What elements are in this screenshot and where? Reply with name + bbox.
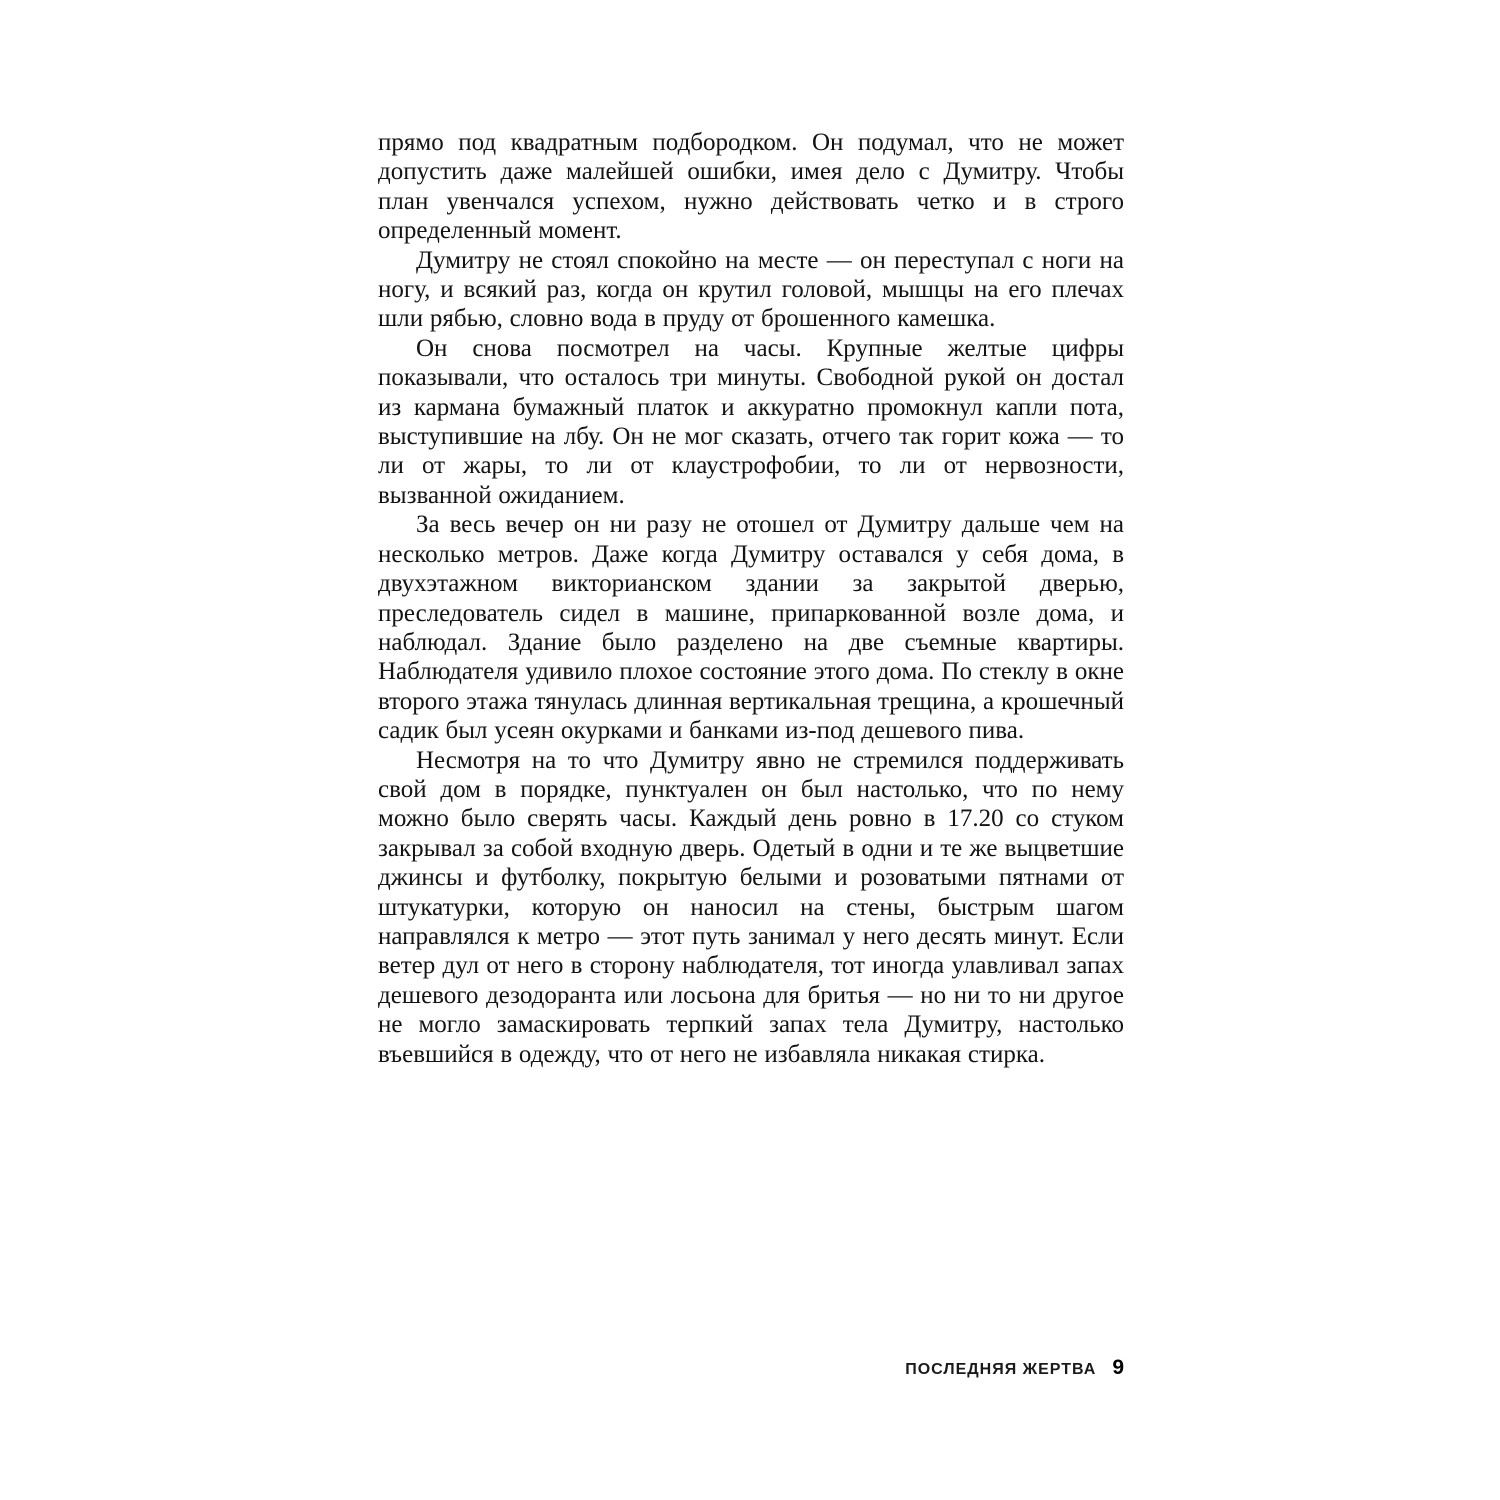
- paragraph: Несмотря на то что Думитру явно не стремился поддерживать свой дом в порядке, пунктуален он был настолько, что по нему можно было сверять часы. Каждый день ровно в 17.20 со стуком закрывал за собой входную дверь. Одетый в одни и те же выцветшие джинсы и футболку, покрытую белыми и розоватыми пятнами от штукатурки, которую он наносил на стены, быстрым шагом направлялся к метро — этот путь занимал у него десять минут. Если ветер дул от него в сторону наблюдателя, тот иногда улавливал запах дешевого дезодоранта или лосьона для бритья — но ни то ни другое не могло замаскировать терпкий запах тела Думитру, настолько въевшийся в одежду, что от него не избавляла никакая стирка.: [378, 746, 1124, 1068]
- paragraph: Он снова посмотрел на часы. Крупные желтые цифры показывали, что осталось три минуты. Свободной рукой он достал из кармана бумажный платок и аккуратно промокнул капли пота, выступившие на лбу. Он не мог сказать, отчего так горит кожа — то ли от жары, то ли от клаустрофобии, то ли от нервозности, вызванной ожиданием.: [378, 334, 1124, 509]
- body-text: [378, 128, 1124, 1069]
- paragraph: За весь вечер он ни разу не отошел от Думитру дальше чем на несколько метров. Даже когда Думитру оставался у себя дома, в двухэтажном викторианском здании за закрытой дверью, преследователь сидел в машине, припаркованной возле дома, и наблюдал. Здание было разделено на две съемные квартиры. Наблюдателя удивило плохое состояние этого дома. По стеклу в окне второго этажа тянулась длинная вертикальная трещина, а крошечный садик был усеян окурками и банками из-под дешевого пива.: [378, 511, 1124, 745]
- running-title: ПОСЛЕДНЯЯ ЖЕРТВА: [905, 1361, 1097, 1378]
- paragraph: прямо под квадратным подбородком. Он подумал, что не может допустить даже малейшей ошибки, имея дело с Думитру. Чтобы план увенчался успехом, нужно действовать четко и в строго определенный момент.: [378, 129, 1124, 245]
- running-footer: [378, 1356, 1124, 1380]
- paragraph: Думитру не стоял спокойно на месте — он переступал с ноги на ногу, и всякий раз, когда он крутил головой, мышцы на его плечах шли рябью, словно вода в пруду от брошенного камешка.: [378, 246, 1124, 333]
- page-number: 9: [1112, 1356, 1124, 1379]
